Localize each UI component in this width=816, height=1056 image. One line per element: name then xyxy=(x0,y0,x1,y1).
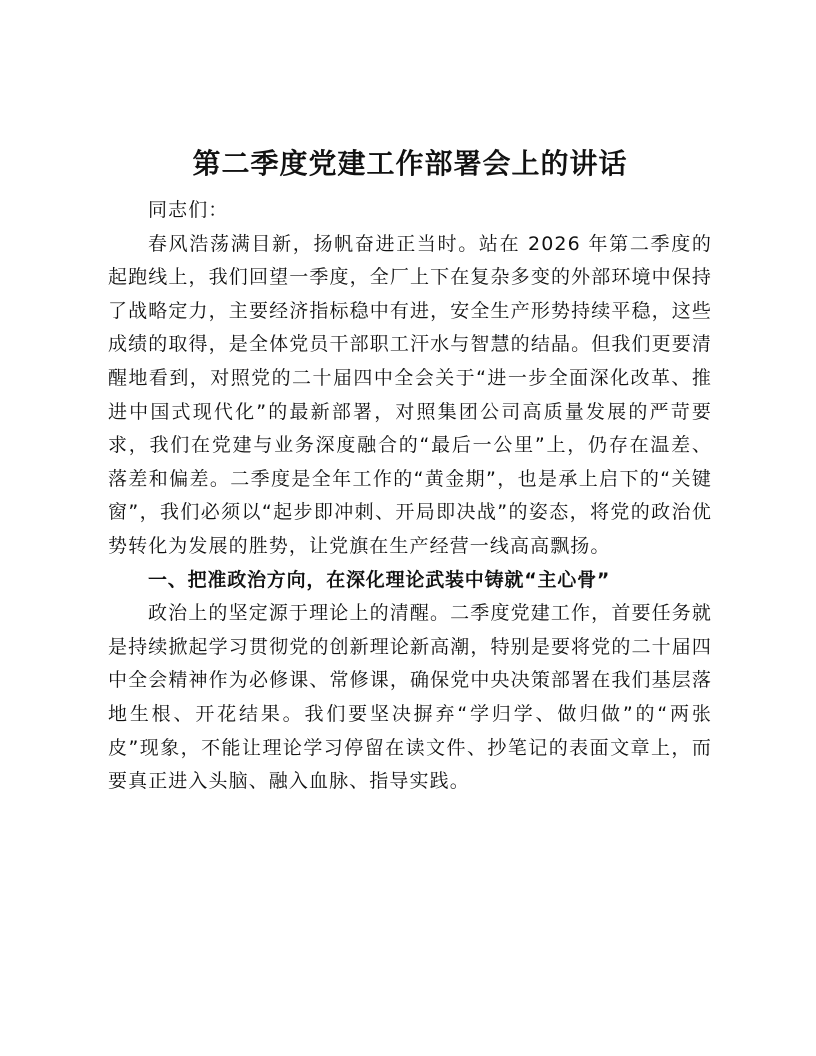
section-paragraph: 政治上的坚定源于理论上的清醒。二季度党建工作，首要任务就是持续掀起学习贯彻党的创新理论新高潮，特别是要将党的二十届四中全会精神作为必修课、常修课，确保党中央决策部署在我们基层落地生根、开花结果。我们要坚决摒弃“学归学、做归做”的“两张皮”现象，不能让理论学习停留在读文件、抄笔记的表面文章上，而要真正进入头脑、融入血脉、指导实践。 xyxy=(108,602,712,793)
salutation: 同志们： xyxy=(148,199,229,221)
document-title: 第二季度党建工作部署会上的讲话 xyxy=(192,147,628,180)
section-heading: 一、把准政治方向，在深化理论武装中铸就“主心骨” xyxy=(148,568,611,591)
body-paragraph: 春风浩荡满目新，扬帆奋进正当时。站在 2026 年第二季度的起跑线上，我们回望一季度，全厂上下在复杂多变的外部环境中保持了战略定力，主要经济指标稳中有进，安全生产形势持续平稳，这些成绩的取得，是全体党员干部职工汗水与智慧的结晶。但我们更要清醒地看到，对照党的二十届四中全会关于“进一步全面深化改革、推进中国式现代化”的最新部署，对照集团公司高质量发展的严苛要求，我们在党建与业务深度融合的“最后一公里”上，仍存在温差、落差和偏差。二季度是全年工作的“黄金期”，也是承上启下的“关键窗”，我们必须以“起步即冲刺、开局即决战”的姿态，将党的政治优势转化为发展的胜势，让党旗在生产经营一线高高飘扬。 xyxy=(108,232,712,557)
document-page xyxy=(108,140,712,799)
